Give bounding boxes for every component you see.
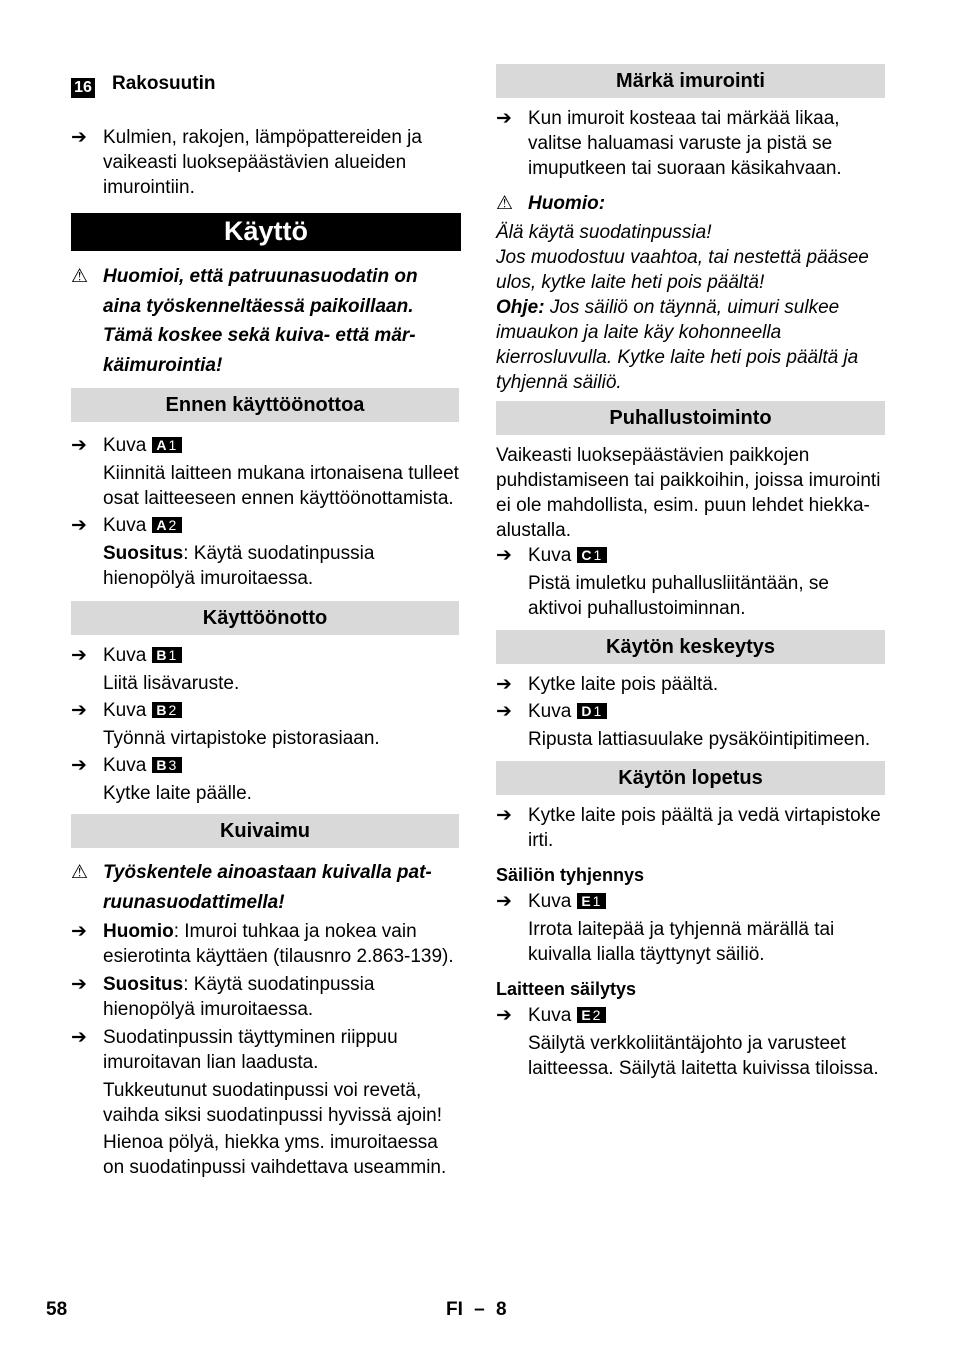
section-title: Rakosuutin	[112, 73, 216, 94]
suodatinpussi-item: ➔ Suodatinpussin täyttyminen riippuu imuroitavan lian laadusta.	[71, 1027, 398, 1073]
heading-kayttoonotto: Käyttöönotto	[71, 601, 459, 635]
suositus-item: ➔ Suositus: Käytä suodatinpussia hienopölyä imuroitaessa.	[71, 974, 375, 1020]
kuva-item: ➔ Kuva E2	[496, 1003, 885, 1028]
figure-ref: E2	[577, 1007, 606, 1023]
puhallus-text: Vaikeasti luoksepäästävien paikkojen puhdistamiseen tai paikkoihin, joissa imurointi ei ole mahdollista, esim. puun lehdet hiekka-alustalla.	[496, 445, 881, 541]
ennen-text: Kiinnitä laitteen mukana irtonaisena tulleet osat laitteeseen ennen käyttöönottamista.	[103, 463, 459, 509]
puhallus-section	[496, 443, 885, 621]
intro-item	[71, 125, 461, 200]
figure-ref: B1	[152, 647, 182, 663]
arrow-icon: ➔	[496, 1005, 512, 1026]
tyhjennys-section	[496, 889, 885, 967]
arrow-icon: ➔	[496, 805, 512, 826]
figure-ref: D1	[577, 703, 607, 719]
warning-line: aina työskenneltäessä paikoillaan.	[103, 295, 414, 317]
kuva-item: ➔ Kuva E1	[496, 889, 885, 914]
kuva-item: ➔ Kuva C1	[496, 543, 885, 568]
figure-ref: A1	[152, 437, 182, 453]
arrow-icon: ➔	[496, 891, 512, 912]
figure-ref: C1	[577, 547, 607, 563]
step-text: Liitä lisävaruste.	[103, 673, 240, 694]
arrow-icon: ➔	[71, 921, 87, 942]
sailytys-text: Säilytä verkkoliitäntäjohto ja varusteet laitteessa. Säilytä laitetta kuivissa tiloissa.	[528, 1033, 879, 1079]
arrow-icon: ➔	[71, 700, 87, 721]
lopetus-section	[496, 803, 885, 853]
kayttoonotto-section	[71, 643, 461, 806]
suositus-text: Suositus: Käytä suodatinpussia hienopölyä imuroitaessa.	[103, 543, 375, 589]
warning-text: Älä käytä suodatinpussia!	[496, 222, 712, 243]
warning-line: ruunasuodattimella!	[103, 891, 285, 913]
heading-kuivaimu: Kuivaimu	[71, 814, 459, 848]
arrow-icon: ➔	[496, 108, 512, 129]
heading-marka: Märkä imurointi	[496, 64, 885, 98]
arrow-icon: ➔	[71, 645, 87, 666]
tyhjennys-text: Irrota laitepää ja tyhjennä märällä tai kuivalla lialla täyttynyt säiliö.	[528, 919, 835, 965]
kuivaimu-text: Hienoa pölyä, hiekka yms. imuroitaessa on suodatinpussi vaihdettava useammin.	[103, 1132, 447, 1178]
arrow-icon: ➔	[71, 974, 87, 995]
arrow-icon: ➔	[71, 1027, 87, 1048]
kuivaimu-text: Tukkeutunut suodatinpussi voi revetä, vaihda siksi suodatinpussi hyvissä ajoin!	[103, 1080, 443, 1126]
arrow-icon: ➔	[71, 755, 87, 776]
section-number-badge: 16	[71, 78, 95, 98]
heading-keskeytys: Käytön keskeytys	[496, 630, 885, 664]
ennen-section	[71, 433, 461, 591]
warning-icon: ⚠	[71, 862, 89, 883]
arrow-icon: ➔	[496, 701, 512, 722]
kuva-item: ➔ Kuva B3	[71, 753, 461, 778]
ohje-text: Ohje: Jos säiliö on täynnä, uimuri sulkee imuaukon ja laite käy kohonneella kierrosluvulla. Kytke laite heti pois päältä ja tyhjennä säiliö.	[496, 297, 859, 393]
heading-sailytys: Laitteen säilytys	[496, 979, 637, 999]
lopetus-item: ➔ Kytke laite pois päältä ja vedä virtapistoke irti.	[496, 805, 881, 851]
puhallus-step-text: Pistä imuletku puhallusliitäntään, se aktivoi puhallustoiminnan.	[528, 573, 830, 619]
sailytys-section	[496, 1003, 885, 1081]
marka-section	[496, 106, 885, 395]
right-column	[496, 64, 885, 1081]
keskeytys-item: ➔ Kytke laite pois päältä.	[496, 674, 719, 695]
arrow-icon: ➔	[71, 435, 87, 456]
footer-language-page: FI – 8	[446, 1299, 507, 1320]
figure-ref: B3	[152, 757, 182, 773]
keskeytys-text: Ripusta lattiasuulake pysäköintipitimeen.	[528, 729, 871, 750]
figure-ref: E1	[577, 893, 606, 909]
huomio-heading: ⚠ Huomio:	[496, 193, 606, 214]
heading-tyhjennys: Säiliön tyhjennys	[496, 865, 645, 885]
kuva-item: ➔ Kuva A2	[71, 513, 461, 538]
keskeytys-section	[496, 672, 885, 752]
arrow-icon: ➔	[71, 515, 87, 536]
heading-lopetus: Käytön lopetus	[496, 761, 885, 795]
arrow-icon: ➔	[496, 545, 512, 566]
page-number: 58	[46, 1299, 68, 1320]
warning-line: käimurointia!	[103, 354, 223, 376]
left-column	[71, 125, 461, 1180]
warning-icon: ⚠	[71, 266, 89, 287]
warning-line: Tämä koskee sekä kuiva- että mär-	[103, 325, 416, 346]
figure-ref: A2	[152, 517, 182, 533]
step-text: Kytke laite päälle.	[103, 783, 252, 804]
kuva-item: ➔ Kuva A1	[71, 433, 461, 458]
warning-line: ⚠ Huomioi, että patruunasuodatin on	[71, 262, 461, 292]
kuva-item: ➔ Kuva B1	[71, 643, 461, 668]
step-text: Työnnä virtapistoke pistorasiaan.	[103, 728, 380, 749]
kuva-item: ➔ Kuva D1	[496, 699, 885, 724]
main-warning	[71, 262, 461, 380]
warning-text: Jos muodostuu vaahtoa, tai nestettä pääsee ulos, kytke laite heti pois päältä!	[496, 247, 869, 293]
warning-icon: ⚠	[496, 193, 514, 214]
warning-line: ⚠ Työskentele ainoastaan kuivalla pat-	[71, 858, 461, 888]
figure-ref: B2	[152, 702, 182, 718]
kuivaimu-section	[71, 858, 461, 1180]
kuva-item: ➔ Kuva B2	[71, 698, 461, 723]
marka-item: ➔ Kun imuroit kosteaa tai märkää likaa, valitse haluamasi varuste ja pistä se imuputkeen tai suoraan käsikahvaan.	[496, 108, 842, 179]
huomio-item: ➔ Huomio: Imuroi tuhkaa ja nokea vain esierotinta käyttäen (tilausnro 2.863-139).	[71, 921, 454, 967]
arrow-icon: ➔	[71, 127, 87, 148]
heading-ennen: Ennen käyttöönottoa	[71, 388, 459, 422]
heading-puhallus: Puhallustoiminto	[496, 401, 885, 435]
arrow-icon: ➔	[496, 674, 512, 695]
intro-text: Kulmien, rakojen, lämpöpattereiden ja vaikeasti luoksepäästävien alueiden imurointiin.	[103, 127, 422, 198]
main-title: Käyttö	[71, 213, 461, 251]
